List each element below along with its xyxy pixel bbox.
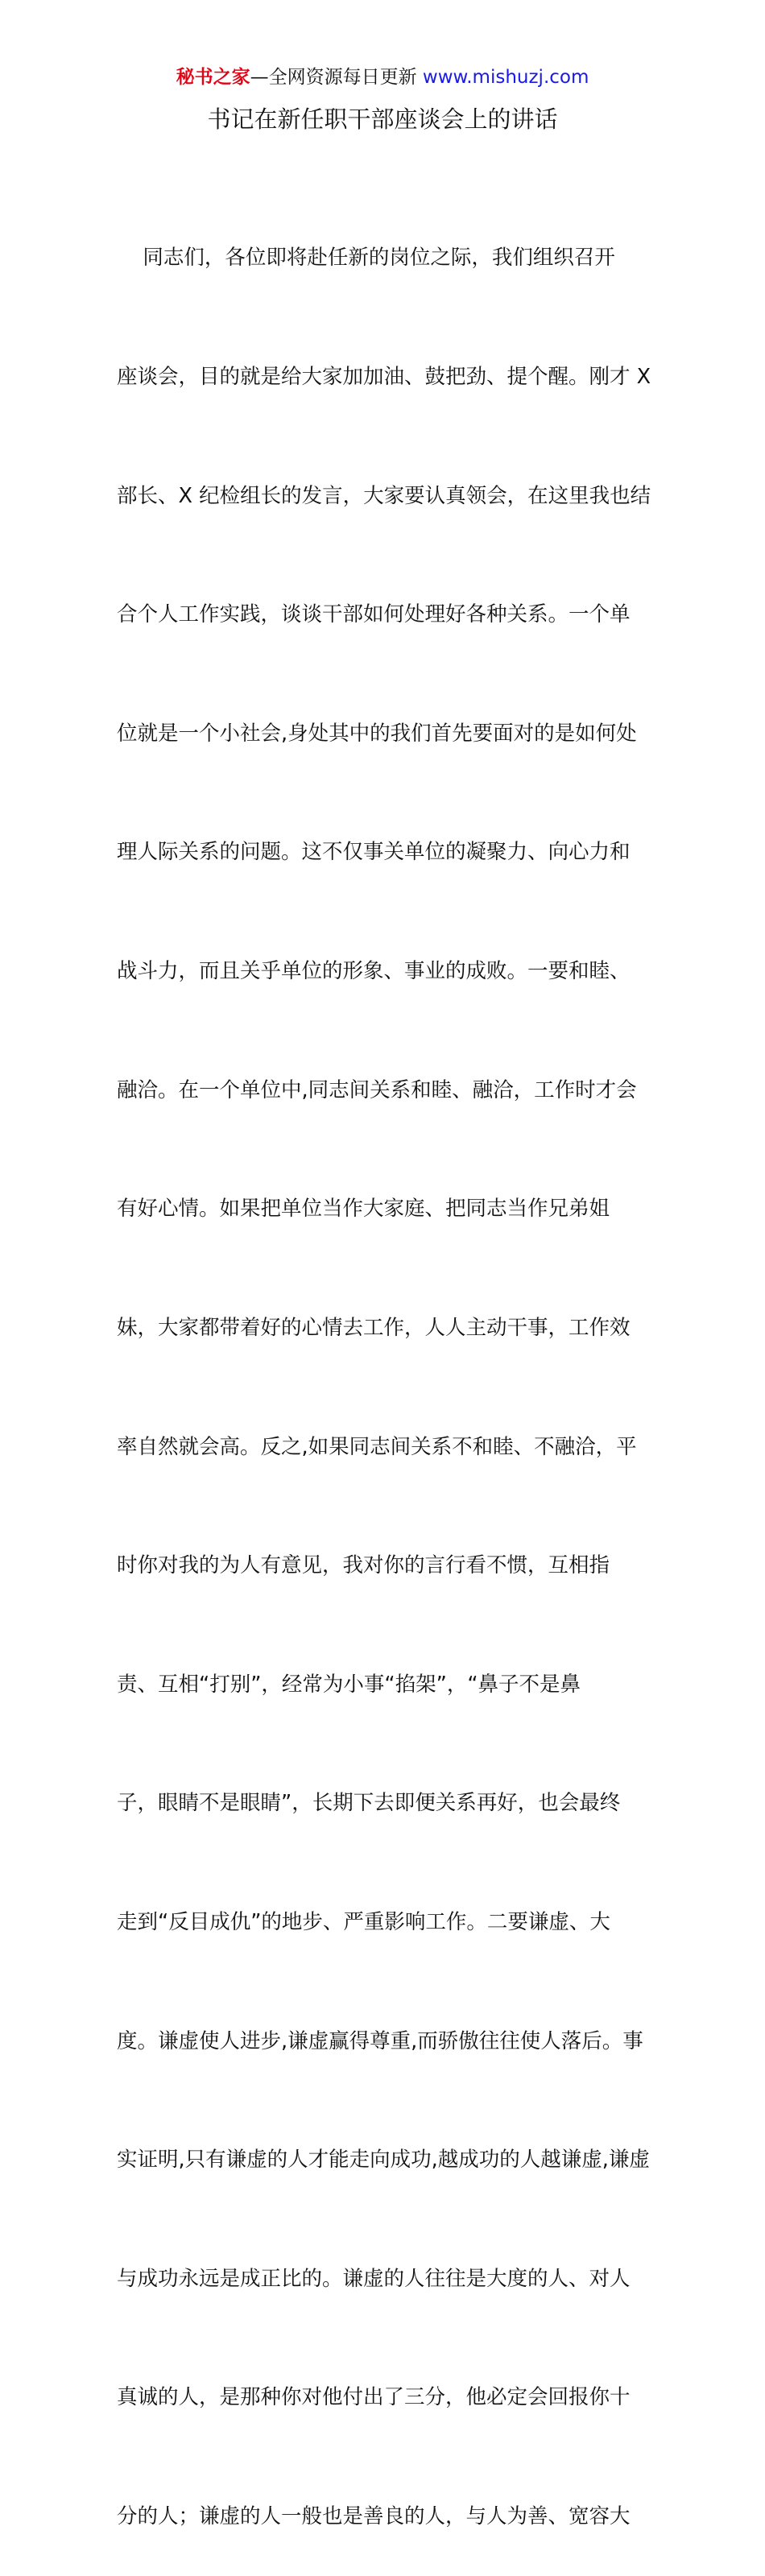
- body-line: 融洽。在一个单位中,同志间关系和睦、融洽，工作时才会: [117, 1077, 637, 1102]
- body-line: 率自然就会高。反之,如果同志间关系不和睦、不融洽，平: [117, 1434, 637, 1459]
- body-line: 分的人；谦虚的人一般也是善良的人，与人为善、宽容大: [117, 2504, 631, 2528]
- site-tagline: —全网资源每日更新: [250, 67, 423, 88]
- body-line: 同志们，各位即将赴任新的岗位之际，我们组织召开: [117, 246, 615, 271]
- body-line: 子，眼睛不是眼睛”，长期下去即便关系再好，也会最终: [117, 1791, 621, 1816]
- body-line: 真诚的人，是那种你对他付出了三分，他必定会回报你十: [117, 2385, 631, 2410]
- body-line: 度。谦虚使人进步,谦虚赢得尊重,而骄傲往往使人落后。事: [117, 2028, 643, 2053]
- body-line: 有好心情。如果把单位当作大家庭、把同志当作兄弟姐: [117, 1197, 610, 1222]
- site-brand: 秘书之家: [176, 67, 250, 88]
- body-line: 理人际关系的问题。这不仅事关单位的凝聚力、向心力和: [117, 840, 631, 865]
- body-line: 实证明,只有谦虚的人才能走向成功,越成功的人越谦虚,谦虚: [117, 2148, 650, 2173]
- body-line: 时你对我的为人有意见，我对你的言行看不惯，互相指: [117, 1553, 610, 1578]
- body-line: 妹，大家都带着好的心情去工作，人人主动干事，工作效: [117, 1315, 631, 1340]
- document-title: 书记在新任职干部座谈会上的讲话: [207, 105, 558, 133]
- body-line: 座谈会，目的就是给大家加加油、鼓把劲、提个醒。刚才 X: [117, 365, 651, 390]
- site-url-link[interactable]: www.mishuzj.com: [422, 67, 589, 88]
- body-line: 战斗力，而且关乎单位的形象、事业的成败。一要和睦、: [117, 959, 631, 984]
- body-line: 合个人工作实践，谈谈干部如何处理好各种关系。一个单: [117, 602, 631, 627]
- document-body: [117, 159, 652, 2576]
- body-line: 走到“反目成仇”的地步、严重影响工作。二要谦虚、大: [117, 1909, 610, 1934]
- body-line: 部长、X 纪检组长的发言，大家要认真领会，在这里我也结: [117, 483, 651, 508]
- site-header: [0, 64, 765, 90]
- body-line: 与成功永远是成正比的。谦虚的人往往是大度的人、对人: [117, 2266, 631, 2291]
- body-line: 责、互相“打别”，经常为小事“掐架”，“鼻子不是鼻: [117, 1672, 581, 1697]
- body-line: 位就是一个小社会,身处其中的我们首先要面对的是如何处: [117, 721, 637, 746]
